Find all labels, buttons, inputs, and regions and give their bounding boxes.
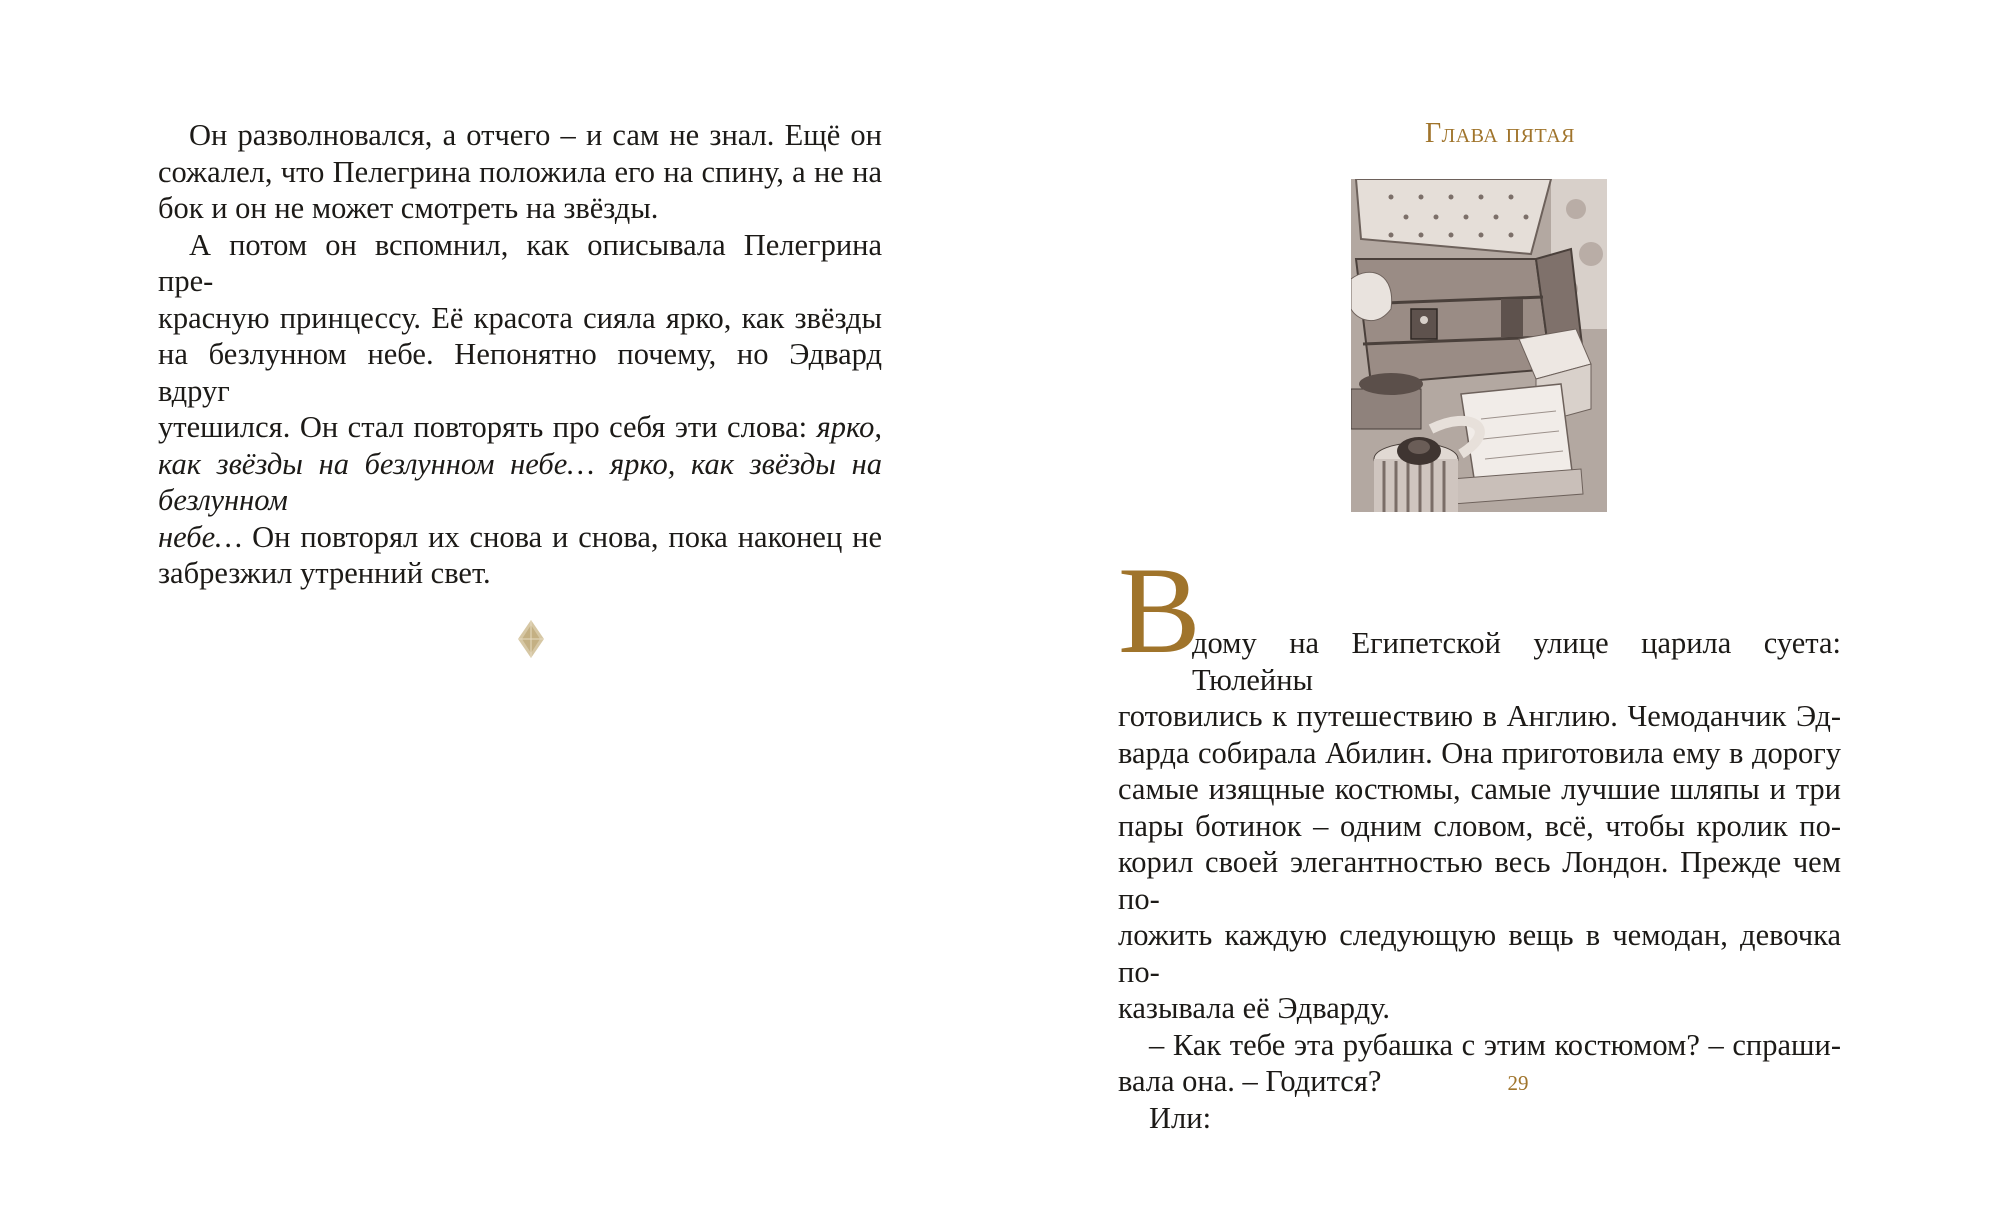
paragraph-3 bbox=[1118, 625, 1841, 1027]
text-line: ложить каждую следующую вещь в чемодан, девочка по- bbox=[1118, 918, 1841, 989]
text-line: сожалел, что Пелегрина положила его на спину, а не на bbox=[158, 154, 882, 189]
text-line bbox=[158, 409, 882, 446]
text-line: дому на Египетской улице царила суета: Тюлейны bbox=[1192, 626, 1841, 697]
text-line: готовились к путешествию в Англию. Чемоданчик Эд- bbox=[1118, 699, 1841, 733]
text-line: – Как тебе эта рубашка с этим костюмом? – спраши- bbox=[1149, 1027, 1841, 1062]
text-line: красную принцессу. Её красота сияла ярко, как звёзды bbox=[158, 300, 882, 335]
text-line: вала она. – Годится? bbox=[1118, 1064, 1382, 1098]
italic-fragment: ярко, bbox=[816, 410, 882, 444]
text-line: Или: bbox=[1149, 1100, 1212, 1135]
text-fragment: утешился. Он стал повторять про себя эти слова: bbox=[158, 410, 817, 444]
text-line: А потом он вспомнил, как описывала Пелегрина пре- bbox=[158, 227, 882, 298]
paragraph-1 bbox=[158, 117, 882, 227]
text-line: на безлунном небе. Непонятно почему, но Эдвард вдруг bbox=[158, 337, 882, 408]
text-line bbox=[158, 446, 882, 519]
text-line bbox=[158, 519, 882, 556]
text-line: казывала её Эдварду. bbox=[1118, 991, 1390, 1025]
text-line: забрезжил утренний свет. bbox=[158, 556, 491, 590]
right-page-text bbox=[1118, 625, 1841, 1136]
italic-fragment: как звёзды на безлунном небе… ярко, как звёзды на безлунном bbox=[158, 446, 882, 517]
text-line: пары ботинок – одним словом, всё, чтобы кролик по- bbox=[1118, 808, 1841, 843]
text-line: корил своей элегантностью весь Лондон. Прежде чем по- bbox=[1118, 845, 1841, 916]
paragraph-2 bbox=[158, 227, 882, 592]
drop-cap: В bbox=[1118, 542, 1201, 679]
trunk-illustration bbox=[1351, 179, 1607, 512]
text-line: бок и он не может смотреть на звёзды. bbox=[158, 191, 659, 225]
left-page-text bbox=[158, 117, 882, 592]
text-line: варда собирала Абилин. Она приготовила ему в дорогу bbox=[1118, 735, 1841, 770]
text-fragment: Он повторял их снова и снова, пока наконец не bbox=[242, 519, 882, 554]
paragraph-5 bbox=[1118, 1100, 1841, 1137]
page-number: 29 bbox=[1507, 1071, 1529, 1095]
italic-fragment: небе… bbox=[158, 519, 243, 554]
diamond-ornament-icon bbox=[517, 619, 545, 659]
text-line: самые изящные костюмы, самые лучшие шляпы и три bbox=[1118, 772, 1841, 806]
chapter-title: Глава пятая bbox=[1424, 118, 1575, 149]
text-line: Он разволновался, а отчего – и сам не знал. Ещё он bbox=[189, 118, 882, 152]
paragraph-4 bbox=[1118, 1027, 1841, 1100]
